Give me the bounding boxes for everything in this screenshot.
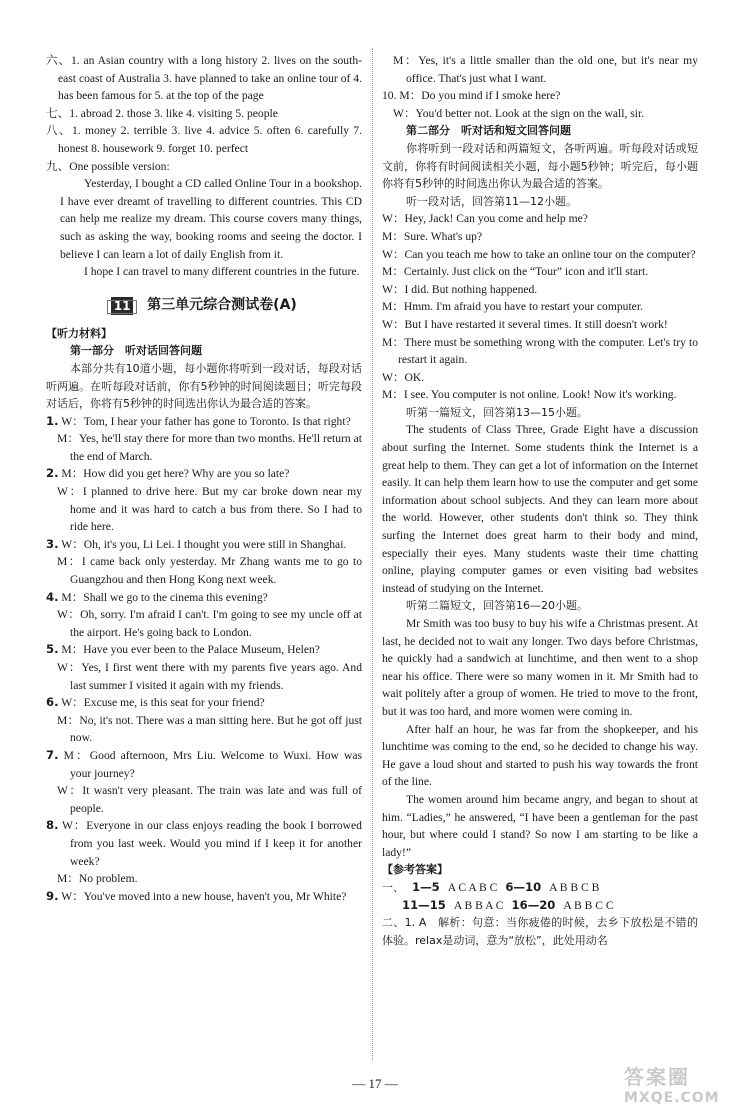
passage2-paragraph-3: The women around him became angry, and began to shout at him. “Ladies,” he answered, “I have been a gentleman for the past hour, but where could I stand? So now I am starting to be like a lady!” — [382, 792, 698, 859]
conversation-line: W：OK. — [382, 370, 425, 384]
conversation-line: M：Sure. What's up? — [382, 229, 483, 243]
reference-row-label: 一、 — [382, 880, 404, 894]
dialogue-10-text: M：Do you mind if I smoke here? — [399, 89, 561, 103]
watermark-chinese: 答案圈 — [624, 1065, 690, 1089]
section-7 — [46, 105, 362, 123]
passage1-intro: 听第一篇短文，回答第13—15小题。 — [406, 405, 588, 419]
dialogue-line — [46, 870, 362, 888]
dialogue-text: M：I came back only yesterday. Mr Zhang wants me to go to Guangzhou and then Hong Kong next week. — [57, 555, 362, 587]
conversation-line: M：Hmm. I'm afraid you have to restart your computer. — [382, 300, 643, 314]
essay-paragraph-1: Yesterday, I bought a CD called Online Tour in a bookshop. I have ever dreamt of travelling to different countries. This CD can help me realize my dream. This course covers many things, such as asking the way, booking rooms and seeing the doctor. I believe I can learn a lot of daily English from it. — [60, 177, 362, 261]
dialogue-number: 5. — [46, 642, 59, 657]
dialogue-line — [46, 589, 362, 607]
dialogue-number: 7. — [46, 747, 59, 762]
dialogue-line — [46, 659, 362, 694]
section-9-label: 九、 — [46, 159, 70, 173]
section-8 — [46, 122, 362, 157]
dialogue-number: 4. — [46, 589, 59, 604]
section-8-label: 八、 — [46, 124, 72, 138]
section-6-text: 1. an Asian country with a long history 2. lives on the south-east coast of Australia 3. have planned to take an online tour of 4. has been famous for 5. at the top of the page — [58, 54, 362, 103]
dialogue-text: M：No problem. — [57, 872, 138, 886]
answer-letters: A B B C B — [549, 880, 600, 894]
answer-letters: A C A B C — [447, 880, 498, 894]
section-6-label: 六、 — [46, 54, 71, 67]
dialogue-line — [46, 606, 362, 641]
conversation-line: M：I see. You computer is not online. Look! Now it's working. — [382, 388, 677, 402]
dialogue-text: W：It wasn't very pleasant. The train was late and was full of people. — [57, 784, 362, 815]
listening-heading: 【听力材料】 — [46, 326, 112, 340]
unit-header — [46, 297, 362, 315]
dialogue-line — [46, 888, 362, 906]
conversation-line: W：Can you teach me how to take an online tour on the computer? — [382, 247, 696, 261]
watermark-url: MXQE.COM — [624, 1090, 720, 1106]
passage2-paragraph-2: After half an hour, he was far from the shopkeeper, and his lunchtime was coming to the end, so he decided to change his way. He gave a loud shout and started to push his way towards the front of the line. — [382, 722, 698, 789]
section-6 — [46, 52, 362, 105]
section-9 — [46, 158, 362, 176]
page-number: — 17 — — [352, 1076, 398, 1091]
dialogue-number: 6. — [46, 695, 59, 710]
dialogue-line — [46, 747, 362, 782]
dialogue-text: W：Everyone in our class enjoys reading the book I borrowed from you last week. Would you mind if I keep it for another week? — [62, 819, 362, 868]
dialogue-text: W：Excuse me, is this seat for your friend? — [61, 696, 265, 710]
dialogue-text: M：Good afternoon, Mrs Liu. Welcome to Wuxi. How was your journey? — [63, 748, 362, 780]
dialogue-9-continued: M：Yes, it's a little smaller than the old one, but it's near my office. That's just what I want. — [393, 54, 698, 85]
reference-answers-explanation: 二、1. A 解析：句意：当你疲倦的时候，去乡下放松是不错的体验。relax是动词，意为“放松”，此处用动名 — [382, 916, 698, 947]
dialogue-10-line-2: W：You'd better not. Look at the sign on the wall, sir. — [393, 106, 645, 120]
dialogue-text: W：I planned to drive here. But my car broke down near my home and it was hard to catch a bus from there. So I had to ride here. — [57, 485, 362, 534]
section-7-label: 七、 — [46, 106, 70, 120]
conversation-line: M：There must be something wrong with the computer. Let's try to restart it again. — [382, 335, 698, 367]
essay-paragraph-2: I hope I can travel to many different countries in the future. — [84, 265, 360, 279]
dialogue-number: 1. — [46, 413, 59, 428]
right-column — [382, 52, 698, 949]
part1-heading: 第一部分 听对话回答问题 — [70, 344, 202, 358]
dialogue-lines — [382, 210, 698, 404]
conversation-line: W：I did. But nothing happened. — [382, 282, 538, 296]
dialogue-number: 8. — [46, 818, 59, 833]
dialogue-line — [46, 817, 362, 870]
answer-range: 16—20 — [511, 897, 556, 912]
left-column — [46, 52, 362, 905]
unit-number-badge: 11 — [111, 297, 133, 315]
passage2-intro: 听第二篇短文，回答第16—20小题。 — [406, 599, 588, 613]
site-watermark-logo — [624, 1061, 742, 1106]
dialogue-line — [46, 641, 362, 659]
dialogue-10-number: 10. — [382, 89, 397, 103]
dialogue-text: W：Oh, it's you, Li Lei. I thought you were still in Shanghai. — [61, 537, 347, 551]
dialogue-number: 9. — [46, 888, 59, 903]
dialogue-number: 3. — [46, 536, 59, 551]
part2-instructions: 你将听到一段对话和两篇短文，各听两遍。听每段对话或短文前，你将有时间阅读相关小题，每小题5秒钟；听完后，每小题你将有5秒钟的时间选出你认为最合适的答案。 — [382, 141, 698, 191]
dialogue-text: W：Oh, sorry. I'm afraid I can't. I'm going to see my uncle off at the airport. He's going back to London. — [57, 608, 362, 639]
reference-answers-row-2 — [382, 897, 698, 915]
dialogue-line — [46, 536, 362, 554]
reference-answers-row-1 — [382, 879, 698, 897]
conversation-line: W：But I have restarted it several times. It still doesn't work! — [382, 317, 668, 331]
section-7-text: 1. abroad 2. those 3. like 4. visiting 5. people — [69, 106, 278, 120]
reference-answers-heading: 【参考答案】 — [382, 863, 448, 877]
dialogue-text: M：No, it's not. There was a man sitting here. But he got off just now. — [57, 713, 362, 745]
part1-instructions: 本部分共有10道小题，每小题你将听到一段对话，每段对话听两遍。在听每段对话前，你有5秒钟的时间阅读题目；听完每段对话后，你将有5秒钟的时间选出你认为最合适的答案。 — [46, 361, 362, 411]
dialogue-intro: 听一段对话，回答第11—12小题。 — [406, 194, 577, 208]
dialogue-line — [46, 413, 362, 431]
dialogue-text: M：Yes, he'll stay there for more than two months. He'll return at the end of March. — [57, 432, 362, 463]
dialogue-text: M：Have you ever been to the Palace Museum, Helen? — [61, 643, 320, 657]
dialogue-line — [46, 483, 362, 536]
passage2-paragraph-1: Mr Smith was too busy to buy his wife a Christmas present. At last, he decided not to wait any longer. Two days before Christmas, he quickly had a sandwich at lunchtime, and then went to a shop near his office. There were so many women in it. Mr Smith had to wait politely after a group of women. He tried to move to the front, but it was too hard, and more women were coming in. — [382, 617, 698, 718]
section-8-text: 1. money 2. terrible 3. live 4. advice 5. often 6. carefully 7. honest 8. housework 9. forget 10. perfect — [58, 124, 362, 155]
passage1-text: The students of Class Three, Grade Eight have a discussion about surfing the Internet. Some students think the Internet is a great help to them. They can get a lot of information on the Internet easily. It can help them learn how to use the computer and get some information about school subjects. And they can learn more about the world. However, other students don't think so. They think surfing the Internet does great harm to their body and mind, especially their eyes. Many students waste their time chatting online, playing computer games or even visiting bad websites instead of studying on the Internet. — [382, 423, 698, 595]
conversation-line: W：Hey, Jack! Can you come and help me? — [382, 212, 588, 226]
dialogue-line — [46, 712, 362, 747]
dialogue-10-line-1 — [382, 87, 698, 105]
dialogue-list — [46, 413, 362, 906]
dialogue-number: 2. — [46, 466, 59, 481]
dialogue-text: M：How did you get here? Why are you so late? — [61, 467, 290, 481]
answer-range: 1—5 — [412, 879, 440, 894]
answer-letters: A B B C C — [563, 898, 614, 912]
unit-title: 第三单元综合测试卷(A) — [147, 296, 297, 313]
column-divider — [372, 48, 373, 1060]
answer-range: 6—10 — [505, 879, 542, 894]
conversation-line: M：Certainly. Just click on the “Tour” icon and it'll start. — [382, 265, 649, 279]
dialogue-text: W：You've moved into a new house, haven't you, Mr White? — [61, 889, 347, 903]
part2-heading: 第二部分 听对话和短文回答问题 — [406, 124, 571, 138]
dialogue-line — [46, 430, 362, 465]
dialogue-text: M：Shall we go to the cinema this evening? — [61, 590, 268, 604]
answer-letters: A B B A C — [453, 898, 504, 912]
dialogue-line — [46, 782, 362, 817]
section-9-intro: One possible version: — [69, 159, 170, 173]
answer-range: 11—15 — [402, 897, 446, 912]
dialogue-text: W：Tom, I hear your father has gone to Toronto. Is that right? — [61, 414, 351, 428]
dialogue-text: W：Yes, I first went there with my parents five years ago. And last summer I visited it again with my friends. — [57, 661, 362, 692]
dialogue-line — [46, 465, 362, 483]
dialogue-line — [46, 694, 362, 712]
dialogue-line — [46, 553, 362, 588]
